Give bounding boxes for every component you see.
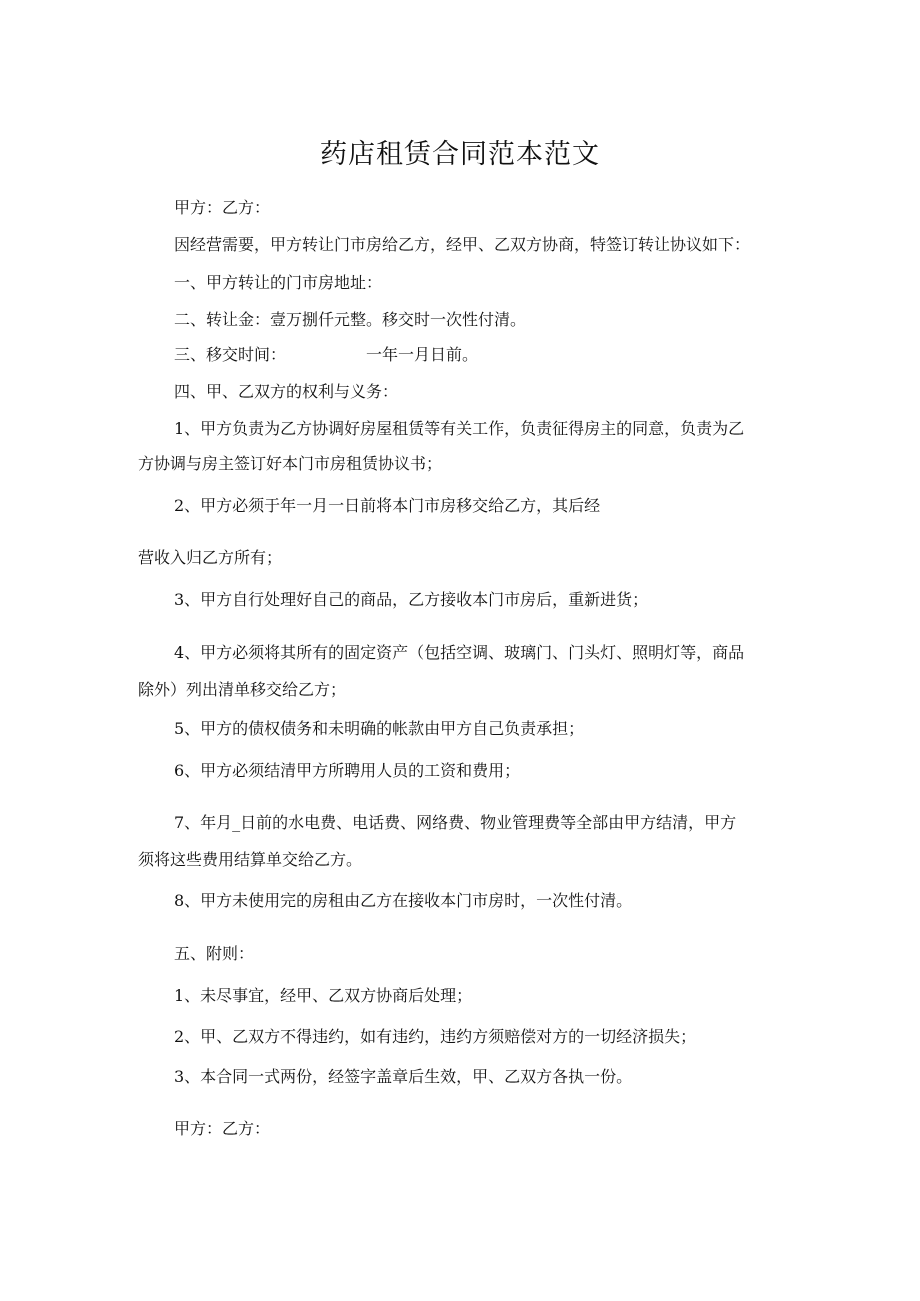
clause-3-date: 一年一月日前。 [366,345,479,364]
party-line: 甲方：乙方： [174,198,271,217]
item-2-line-1: 2、甲方必须于年一月一日前将本门市房移交给乙方，其后经 [174,496,601,515]
document-title: 药店租赁合同范本范文 [320,139,600,170]
supplementary-3: 3、本合同一式两份，经签字盖章后生效，甲、乙双方各执一份。 [174,1067,633,1086]
item-3: 3、甲方自行处理好自己的商品，乙方接收本门市房后，重新进货； [174,590,649,609]
item-2-line-2: 营收入归乙方所有； [138,548,283,567]
clause-3-transfer-time [174,344,478,366]
preamble: 因经营需要，甲方转让门市房给乙方，经甲、乙双方协商，特签订转让协议如下： [174,235,751,254]
item-1-line-2: 方协调与房主签订好本门市房租赁协议书； [138,454,443,473]
item-4-line-2: 除外）列出清单移交给乙方； [138,680,347,699]
item-1-line-1: 1、甲方负责为乙方协调好房屋租赁等有关工作，负责征得房主的同意，负责为乙 [174,419,745,438]
signature-line: 甲方：乙方： [174,1119,271,1138]
item-7-line-2: 须将这些费用结算单交给乙方。 [138,850,363,869]
clause-4-heading: 四、甲、乙双方的权利与义务： [174,382,399,401]
supplementary-1: 1、未尽事宜，经甲、乙双方协商后处理； [174,986,473,1005]
supplementary-2: 2、甲、乙双方不得违约，如有违约，违约方须赔偿对方的一切经济损失； [174,1027,697,1046]
clause-3-label: 三、移交时间： [174,345,287,364]
item-7-line-1: 7、年月_日前的水电费、电话费、网络费、物业管理费等全部由甲方结清，甲方 [174,813,737,832]
clause-2-fee: 二、转让金：壹万捌仟元整。移交时一次性付清。 [174,310,527,329]
clause-5-heading: 五、附则： [174,944,255,963]
item-4-line-1: 4、甲方必须将其所有的固定资产（包括空调、玻璃门、门头灯、照明灯等，商品 [174,643,745,662]
item-5: 5、甲方的债权债务和未明确的帐款由甲方自己负责承担； [174,719,585,738]
item-6: 6、甲方必须结清甲方所聘用人员的工资和费用； [174,761,521,780]
clause-1-address: 一、甲方转让的门市房地址： [174,273,383,292]
item-8: 8、甲方未使用完的房租由乙方在接收本门市房时，一次性付清。 [174,891,633,910]
